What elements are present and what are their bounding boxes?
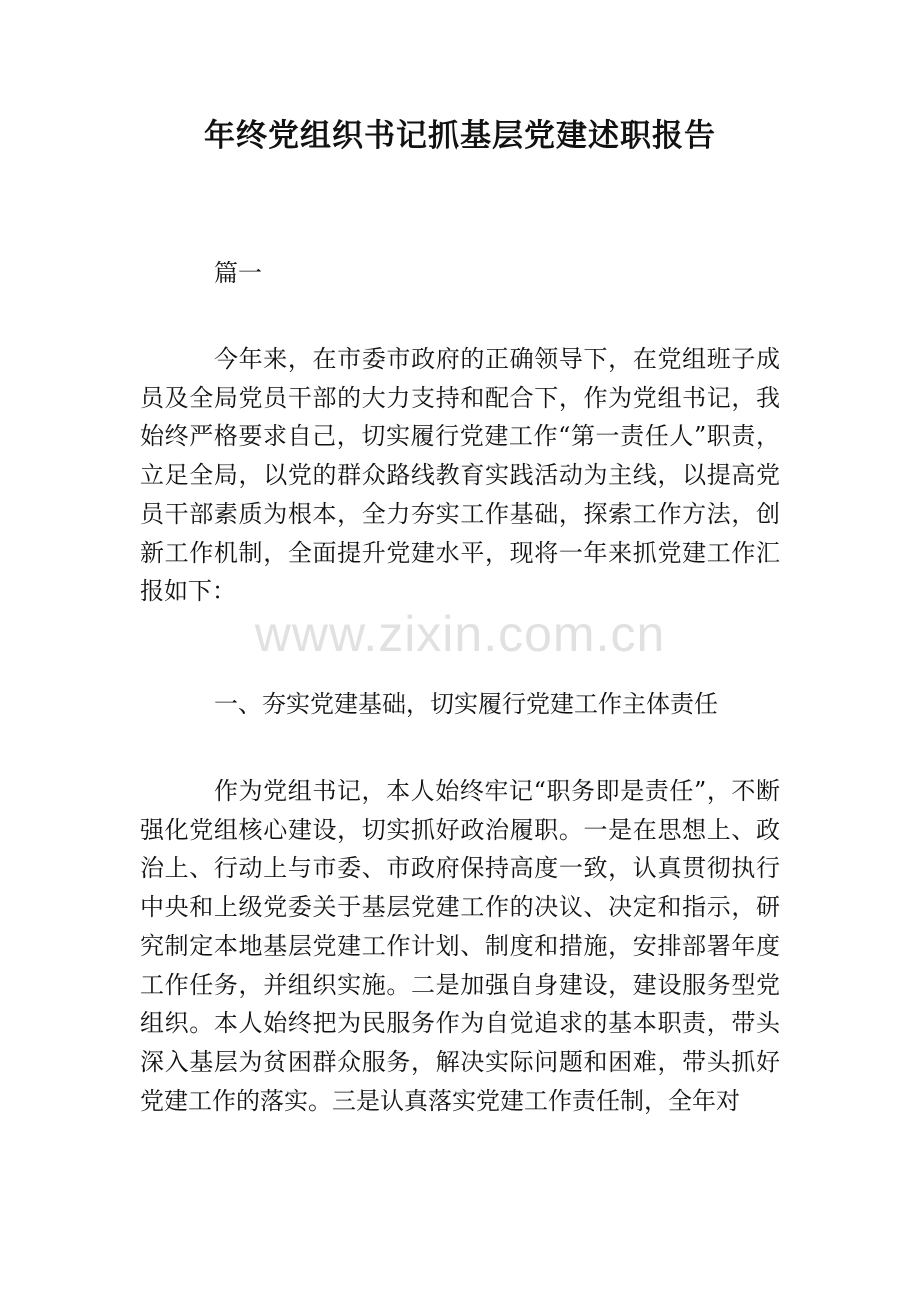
paragraph-section-1: 作为党组书记，本人始终牢记“职务即是责任”，不断强化党组核心建设，切实抓好政治履职。一是在思想上、政治上、行动上与市委、市政府保持高度一致，认真贯彻执行中央和上级党委关于基层党建工作的决议、决定和指示，研究制定本地基层党建工作计划、制度和措施，安排部署年度工作任务，并组织实施。二是加强自身建设，建设服务型党组织。本人始终把为民服务作为自觉追求的基本职责，带头深入基层为贫困群众服务，解决实际问题和困难，带头抓好党建工作的落实。三是认真落实党建工作责任制，全年对 <box>140 777 780 1115</box>
section-heading-1: 一、夯实党建基础，切实履行党建工作主体责任 <box>214 690 718 718</box>
section-label: 篇一 <box>214 259 262 287</box>
paragraph-intro: 今年来，在市委市政府的正确领导下，在党组班子成员及全局党员干部的大力支持和配合下，作为党组书记，我始终严格要求自己，切实履行党建工作“第一责任人”职责，立足全局，以党的群众路线教育实践活动为主线，以提高党员干部素质为根本，全力夯实工作基础，探索工作方法，创新工作机制，全面提升党建水平，现将一年来抓党建工作汇报如下： <box>140 345 780 606</box>
watermark-text: www.zixin.com.cn <box>254 606 666 662</box>
document-title: 年终党组织书记抓基层党建述职报告 <box>204 118 716 154</box>
